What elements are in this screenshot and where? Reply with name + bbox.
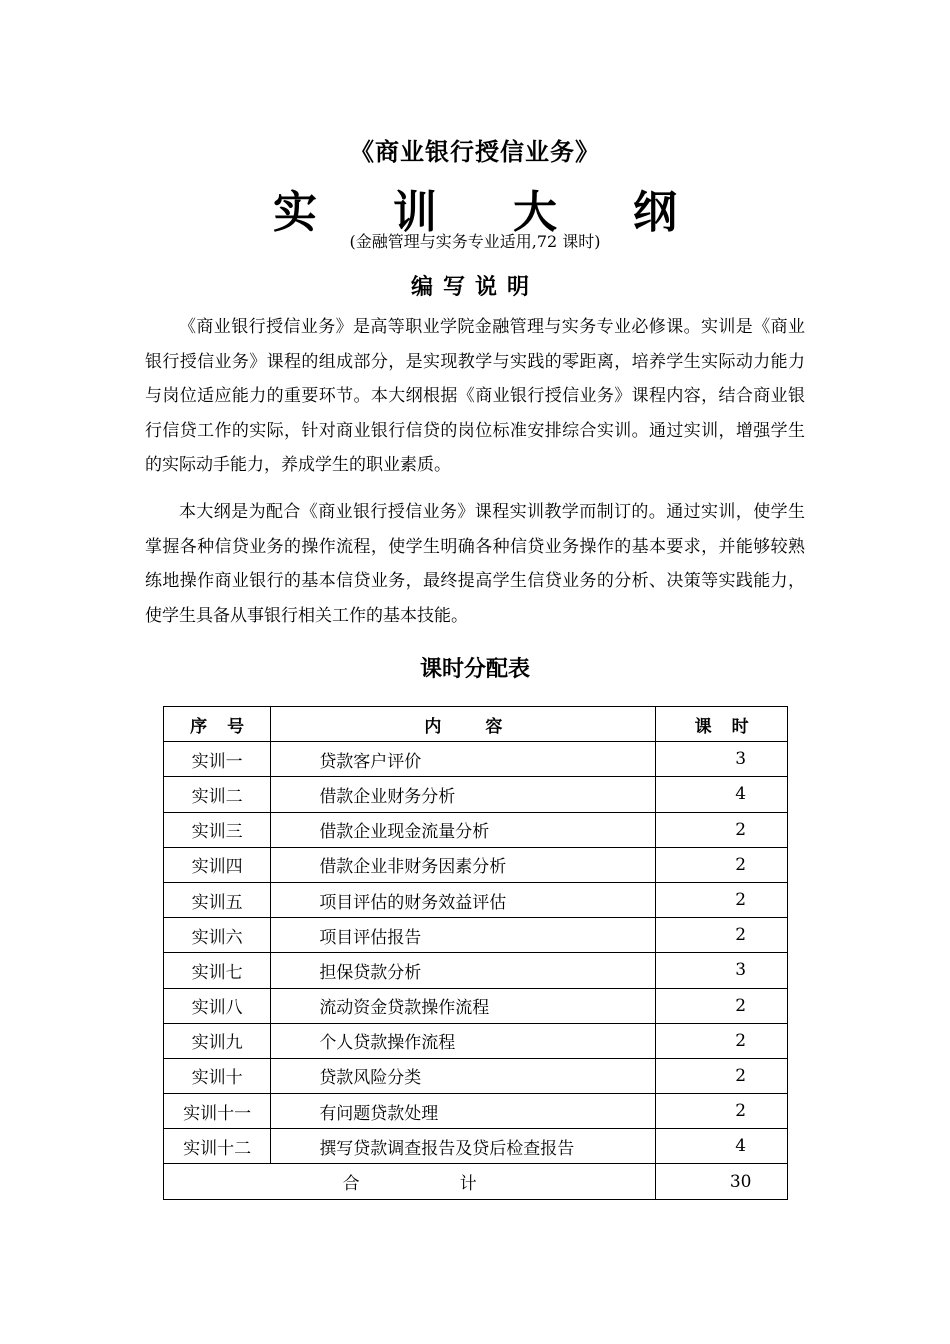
header-char: 内	[424, 716, 442, 737]
cell-no: 实训五	[164, 882, 271, 917]
hours-allocation-table	[163, 706, 788, 1200]
cell-hours: 2	[656, 847, 788, 882]
total-label-char: 计	[459, 1174, 477, 1195]
cell-hours: 2	[656, 882, 788, 917]
cell-content: 流动资金贷款操作流程	[271, 988, 656, 1023]
cell-hours: 2	[656, 1094, 788, 1129]
header-content	[271, 707, 656, 742]
table-row	[164, 1094, 788, 1129]
header-char: 序	[190, 716, 208, 737]
cell-no: 实训三	[164, 812, 271, 847]
table-row	[164, 1129, 788, 1164]
cell-no: 实训一	[164, 742, 271, 777]
cell-hours: 3	[656, 953, 788, 988]
cell-no: 实训六	[164, 918, 271, 953]
cell-content: 贷款客户评价	[271, 742, 656, 777]
cell-hours: 4	[656, 1129, 788, 1164]
paragraph: 《商业银行授信业务》是高等职业学院金融管理与实务专业必修课。实训是《商业银行授信业务》课程的组成部分，是实现教学与实践的零距离，培养学生实际动力能力与岗位适应能力的重要环节。本大纲根据《商业银行授信业务》课程内容，结合商业银行信贷工作的实际，针对商业银行信贷的岗位标准安排综合实训。通过实训，增强学生的实际动手能力，养成学生的职业素质。	[145, 317, 805, 475]
cell-hours: 2	[656, 1058, 788, 1093]
cell-content: 有问题贷款处理	[271, 1094, 656, 1129]
table-body	[164, 742, 788, 1164]
table-row	[164, 1058, 788, 1093]
cell-no: 实训七	[164, 953, 271, 988]
total-hours: 30	[656, 1164, 788, 1199]
cell-content: 借款企业现金流量分析	[271, 812, 656, 847]
table-row	[164, 882, 788, 917]
table-row	[164, 988, 788, 1023]
cell-no: 实训十一	[164, 1094, 271, 1129]
paragraph: 本大纲是为配合《商业银行授信业务》课程实训教学而制订的。通过实训，使学生掌握各种信贷业务的操作流程，使学生明确各种信贷业务操作的基本要求，并能够较熟练地操作商业银行的基本信贷业务，最终提高学生信贷业务的分析、决策等实践能力，使学生具备从事银行相关工作的基本技能。	[145, 502, 805, 626]
cell-no: 实训八	[164, 988, 271, 1023]
cell-content: 撰写贷款调查报告及贷后检查报告	[271, 1129, 656, 1164]
main-title-char: 纲	[633, 187, 677, 238]
header-no	[164, 707, 271, 742]
cell-hours: 2	[656, 1023, 788, 1058]
cell-content: 担保贷款分析	[271, 953, 656, 988]
cell-content: 借款企业财务分析	[271, 777, 656, 812]
main-title-char: 大	[513, 187, 557, 238]
cell-no: 实训十	[164, 1058, 271, 1093]
header-char: 时	[731, 716, 749, 737]
cell-no: 实训十二	[164, 1129, 271, 1164]
cell-content: 借款企业非财务因素分析	[271, 847, 656, 882]
cell-no: 实训四	[164, 847, 271, 882]
header-char: 课	[694, 716, 712, 737]
total-label-char: 合	[342, 1174, 360, 1195]
cell-hours: 4	[656, 777, 788, 812]
main-title-char: 实	[273, 187, 317, 238]
table-title: 课时分配表	[419, 657, 530, 682]
table-header-row	[164, 707, 788, 742]
header-hours	[656, 707, 788, 742]
section-title: 编写说明	[410, 275, 539, 300]
cell-no: 实训九	[164, 1023, 271, 1058]
cell-hours: 2	[656, 812, 788, 847]
table-row	[164, 847, 788, 882]
table-row	[164, 742, 788, 777]
cell-no: 实训二	[164, 777, 271, 812]
table-total-row	[164, 1164, 788, 1199]
header-char: 号	[227, 716, 245, 737]
subtitle: (金融管理与实务专业适用,72 课时)	[349, 232, 601, 251]
cell-hours: 2	[656, 988, 788, 1023]
cell-hours: 2	[656, 918, 788, 953]
cell-hours: 3	[656, 742, 788, 777]
cell-content: 项目评估报告	[271, 918, 656, 953]
cell-content: 贷款风险分类	[271, 1058, 656, 1093]
cell-content: 项目评估的财务效益评估	[271, 882, 656, 917]
total-label	[164, 1164, 656, 1199]
main-title-char: 训	[393, 187, 437, 238]
table-row	[164, 777, 788, 812]
course-title: 《商业银行授信业务》	[350, 138, 600, 166]
table-row	[164, 1023, 788, 1058]
cell-content: 个人贷款操作流程	[271, 1023, 656, 1058]
header-char: 容	[485, 716, 503, 737]
table-row	[164, 918, 788, 953]
table-row	[164, 953, 788, 988]
table-row	[164, 812, 788, 847]
